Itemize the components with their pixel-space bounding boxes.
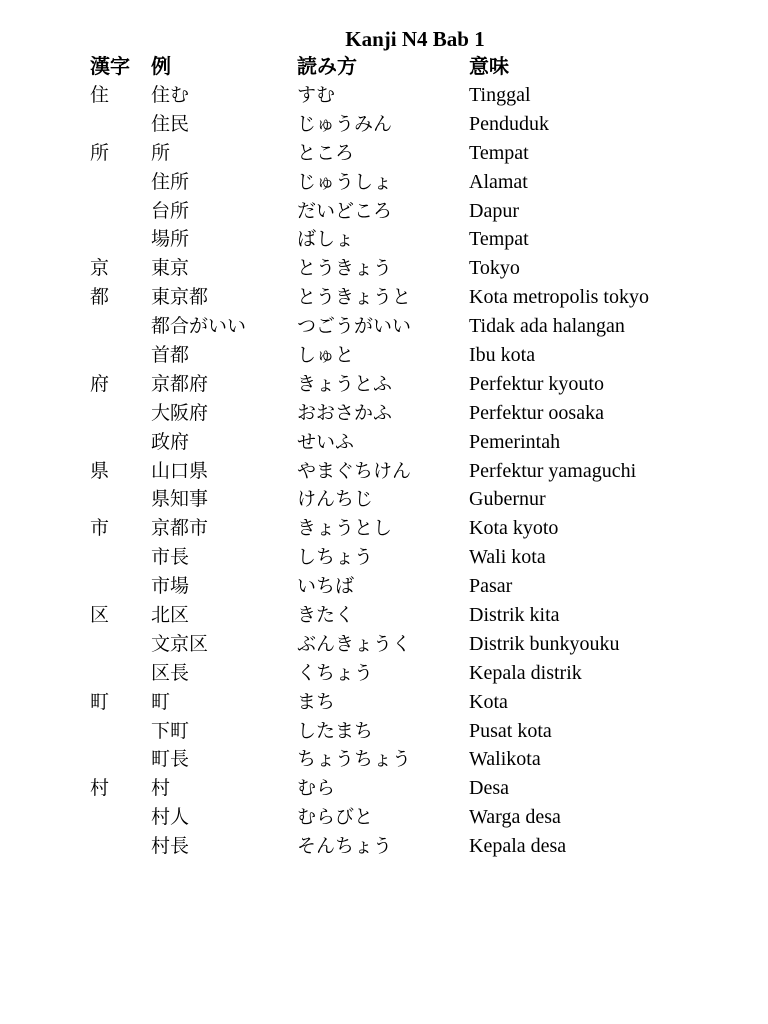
table-row xyxy=(0,341,768,370)
meaning-cell: Dapur xyxy=(469,199,519,222)
table-row xyxy=(0,688,768,717)
table-row xyxy=(0,745,768,774)
meaning-cell: Pusat kota xyxy=(469,719,552,742)
meaning-cell: Penduduk xyxy=(469,112,549,135)
example-cell: 台所 xyxy=(151,199,190,222)
table-row xyxy=(0,370,768,399)
example-cell: 市場 xyxy=(151,575,190,598)
reading-cell: きょうとし xyxy=(297,517,393,540)
meaning-cell: Distrik bunkyouku xyxy=(469,632,620,655)
meaning-cell: Wali kota xyxy=(469,546,546,569)
meaning-cell: Kota kyoto xyxy=(469,517,559,540)
reading-cell: したまち xyxy=(297,719,374,742)
meaning-cell: Tinggal xyxy=(469,84,531,106)
reading-cell: けんちじ xyxy=(297,488,374,511)
reading-cell: じゅうしょ xyxy=(297,170,393,193)
kanji-cell: 市 xyxy=(90,517,110,540)
example-cell: 都合がいい xyxy=(151,315,247,338)
reading-cell: ぶんきょうく xyxy=(297,632,412,655)
meaning-cell: Tokyo xyxy=(469,257,520,280)
example-cell: 住民 xyxy=(151,112,190,135)
table-row xyxy=(0,717,768,746)
meaning-cell: Alamat xyxy=(469,170,528,193)
table-row xyxy=(0,543,768,572)
reading-cell: おおさかふ xyxy=(297,401,393,424)
table-row xyxy=(0,457,768,486)
example-cell: 村人 xyxy=(151,806,190,829)
meaning-cell: Perfektur kyouto xyxy=(469,372,604,395)
meaning-cell: Pasar xyxy=(469,575,513,598)
meaning-cell: Tidak ada halangan xyxy=(469,315,625,338)
vocab-table xyxy=(0,81,768,861)
table-row xyxy=(0,601,768,630)
reading-cell: とうきょうと xyxy=(297,286,412,309)
table-row xyxy=(0,428,768,457)
example-cell: 東京都 xyxy=(151,286,209,309)
example-cell: 文京区 xyxy=(151,632,209,655)
header-reading: 読み方 xyxy=(297,54,357,78)
reading-cell: きたく xyxy=(297,604,355,627)
example-cell: 山口県 xyxy=(151,459,209,482)
meaning-cell: Kota metropolis tokyo xyxy=(469,286,649,309)
example-cell: 住む xyxy=(151,84,190,106)
table-row xyxy=(0,283,768,312)
example-cell: 政府 xyxy=(151,430,190,453)
table-row xyxy=(0,399,768,428)
example-cell: 所 xyxy=(151,141,171,164)
reading-cell: むら xyxy=(297,777,336,800)
meaning-cell: Desa xyxy=(469,777,509,800)
example-cell: 大阪府 xyxy=(151,401,209,424)
table-row xyxy=(0,572,768,601)
meaning-cell: Ibu kota xyxy=(469,344,536,367)
reading-cell: きょうとふ xyxy=(297,372,393,395)
table-row xyxy=(0,312,768,341)
example-cell: 京都市 xyxy=(151,517,209,540)
header-kanji: 漢字 xyxy=(90,54,130,78)
example-cell: 東京 xyxy=(151,257,190,280)
example-cell: 京都府 xyxy=(151,372,209,395)
table-row xyxy=(0,225,768,254)
example-cell: 住所 xyxy=(151,170,190,193)
kanji-cell: 府 xyxy=(90,372,110,395)
table-row xyxy=(0,659,768,688)
table-row xyxy=(0,168,768,197)
example-cell: 村長 xyxy=(151,835,190,858)
kanji-cell: 所 xyxy=(90,141,110,164)
page-title: Kanji N4 Bab 1 xyxy=(345,27,485,51)
reading-cell: せいふ xyxy=(297,430,355,453)
reading-cell: しちょう xyxy=(297,546,374,569)
example-cell: 村 xyxy=(151,777,171,800)
kanji-cell: 都 xyxy=(90,286,110,309)
kanji-cell: 住 xyxy=(90,84,110,106)
reading-cell: とうきょう xyxy=(297,257,393,280)
kanji-cell: 県 xyxy=(90,459,110,482)
kanji-cell: 村 xyxy=(90,777,110,800)
reading-cell: ばしょ xyxy=(297,228,355,251)
reading-cell: だいどころ xyxy=(297,199,393,222)
example-cell: 町 xyxy=(151,690,171,713)
reading-cell: やまぐちけん xyxy=(297,459,412,482)
table-row xyxy=(0,110,768,139)
kanji-cell: 町 xyxy=(90,690,110,713)
reading-cell: そんちょう xyxy=(297,835,393,858)
kanji-cell: 京 xyxy=(90,257,110,280)
header-example: 例 xyxy=(151,54,171,78)
reading-cell: すむ xyxy=(297,84,336,106)
table-row xyxy=(0,514,768,543)
example-cell: 首都 xyxy=(151,344,190,367)
example-cell: 町長 xyxy=(151,748,190,771)
example-cell: 下町 xyxy=(151,719,190,742)
reading-cell: しゅと xyxy=(297,344,355,367)
example-cell: 場所 xyxy=(151,228,190,251)
table-row xyxy=(0,774,768,803)
table-row xyxy=(0,254,768,283)
meaning-cell: Warga desa xyxy=(469,806,561,829)
kanji-cell: 区 xyxy=(90,604,110,627)
reading-cell: ところ xyxy=(297,141,355,164)
header-meaning: 意味 xyxy=(469,54,509,78)
example-cell: 区長 xyxy=(151,661,190,684)
table-header xyxy=(0,52,768,81)
reading-cell: いちば xyxy=(297,575,355,598)
table-row xyxy=(0,81,768,110)
reading-cell: まち xyxy=(297,690,336,713)
meaning-cell: Perfektur oosaka xyxy=(469,401,604,424)
meaning-cell: Tempat xyxy=(469,228,529,251)
table-row xyxy=(0,832,768,861)
meaning-cell: Kota xyxy=(469,690,508,713)
table-row xyxy=(0,630,768,659)
table-row xyxy=(0,197,768,226)
example-cell: 北区 xyxy=(151,604,190,627)
meaning-cell: Distrik kita xyxy=(469,604,560,627)
example-cell: 県知事 xyxy=(151,488,209,511)
reading-cell: くちょう xyxy=(297,661,374,684)
example-cell: 市長 xyxy=(151,546,190,569)
table-row xyxy=(0,485,768,514)
reading-cell: つごうがいい xyxy=(297,315,412,338)
meaning-cell: Walikota xyxy=(469,748,541,771)
meaning-cell: Gubernur xyxy=(469,488,546,511)
table-row xyxy=(0,139,768,168)
reading-cell: ちょうちょう xyxy=(297,748,412,771)
reading-cell: むらびと xyxy=(297,806,374,829)
meaning-cell: Kepala desa xyxy=(469,835,567,858)
meaning-cell: Tempat xyxy=(469,141,529,164)
meaning-cell: Perfektur yamaguchi xyxy=(469,459,637,482)
reading-cell: じゅうみん xyxy=(297,112,393,135)
meaning-cell: Kepala distrik xyxy=(469,661,582,684)
meaning-cell: Pemerintah xyxy=(469,430,561,453)
table-row xyxy=(0,803,768,832)
